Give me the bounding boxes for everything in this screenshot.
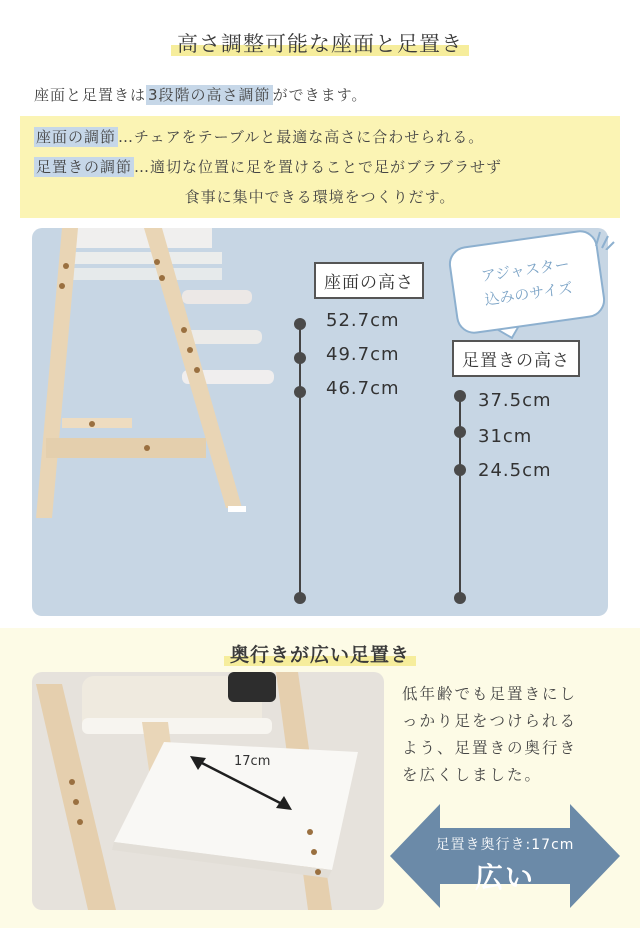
- seat-height-value-2: 49.7cm: [326, 344, 400, 365]
- seat-height-line: [299, 324, 301, 598]
- foot-dot-3: [454, 464, 466, 476]
- dimension-label: 17cm: [234, 754, 271, 769]
- depth-arrow-caption: 足置き奥行き:17cm: [435, 837, 575, 853]
- foot-height-value-2: 31cm: [478, 426, 533, 447]
- section-title-height: 高さ調整可能な座面と足置き: [0, 28, 640, 58]
- seat-dot-2: [294, 352, 306, 364]
- depth-arrow-wide: 広い: [474, 861, 535, 894]
- foot-height-value-1: 37.5cm: [478, 390, 552, 411]
- adjustment-notes: [20, 116, 620, 218]
- footrest-desc-line-2: っかり足をつけられる: [402, 712, 578, 730]
- footrest-desc-line-1: 低年齢でも足置きにし: [402, 685, 578, 703]
- foot-height-label: 足置きの高さ: [452, 340, 580, 377]
- seat-height-label: 座面の高さ: [314, 262, 424, 299]
- seat-note: 座面の調節 …チェアをテーブルと最適な高さに合わせられる。: [36, 128, 485, 146]
- footrest-desc-line-4: を広くしました。: [402, 766, 543, 784]
- footrest-photo: [32, 672, 384, 910]
- seat-dot-base: [294, 592, 306, 604]
- seat-height-value-1: 52.7cm: [326, 310, 400, 331]
- footrest-desc-line-3: よう、足置きの奥行き: [402, 739, 578, 757]
- intro-text: 座面と足置きは 3段階の高さ調節 ができます。: [34, 86, 368, 104]
- foot-dot-1: [454, 390, 466, 402]
- foot-height-value-3: 24.5cm: [478, 460, 552, 481]
- intro-highlight: 3段階の高さ調節: [148, 86, 271, 104]
- section-title-footrest: 奥行きが広い足置き: [0, 640, 640, 667]
- sparkle-icon: [592, 226, 616, 250]
- seat-height-value-3: 46.7cm: [326, 378, 400, 399]
- adjuster-note-bubble: アジャスター 込みのサイズ: [447, 228, 608, 336]
- foot-dot-2: [454, 426, 466, 438]
- seat-dot-3: [294, 386, 306, 398]
- foot-dot-base: [454, 592, 466, 604]
- footrest-illustration: [32, 672, 384, 910]
- depth-arrow-badge: [390, 804, 620, 908]
- foot-note: 足置きの調節 …適切な位置に足を置けることで足がブラブラせず: [36, 158, 503, 176]
- seat-dot-1: [294, 318, 306, 330]
- foot-note-cont: 食事に集中できる環境をつくりだす。: [184, 188, 456, 206]
